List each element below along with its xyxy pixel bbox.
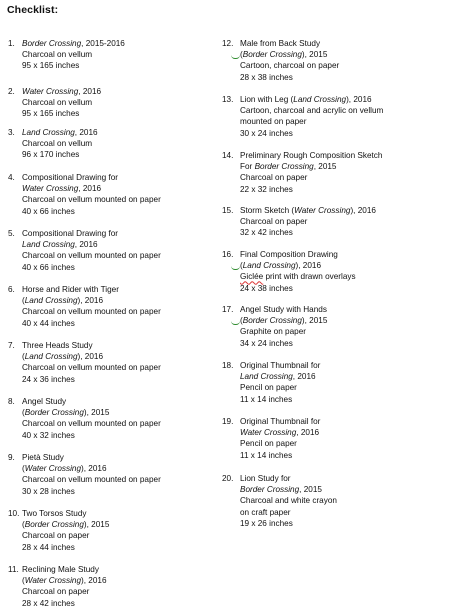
item-number: 7. — [8, 341, 15, 350]
item-line — [22, 38, 220, 49]
item-number: 6. — [8, 285, 15, 294]
item-number: 4. — [8, 173, 15, 182]
item-text: print with drawn overlays — [263, 272, 356, 282]
item-body — [240, 249, 458, 294]
item-line — [22, 575, 220, 586]
item-line — [240, 507, 458, 518]
checklist-item — [8, 228, 220, 273]
item-body — [22, 284, 220, 329]
item-text: Giclée — [240, 272, 264, 282]
checklist-item — [222, 94, 458, 139]
item-number: 18. — [222, 361, 234, 370]
item-text: Male from Back Study — [240, 39, 321, 48]
item-text: mounted on paper — [240, 117, 307, 127]
item-body — [240, 304, 458, 349]
checklist-item — [8, 38, 220, 72]
item-line — [240, 128, 458, 139]
item-text: ( — [22, 520, 25, 530]
item-line — [22, 138, 220, 149]
item-line — [240, 427, 458, 438]
item-number: 16. — [222, 250, 234, 259]
item-number: 10. — [8, 509, 20, 518]
item-text: Angel Study with Hands — [240, 305, 327, 314]
item-text: Preliminary Rough Composition Sketch — [240, 151, 383, 160]
item-body — [22, 396, 220, 441]
item-line — [22, 418, 220, 429]
checklist-item — [222, 416, 458, 461]
item-line — [240, 116, 458, 127]
item-text: , 2016 — [78, 87, 102, 96]
item-line — [22, 340, 220, 351]
item-line — [240, 438, 458, 449]
item-text: Original Thumbnail for — [240, 417, 321, 426]
item-text: Reclining Male Study — [22, 565, 99, 574]
item-line — [22, 127, 220, 138]
item-text: Charcoal on vellum mounted on paper — [22, 195, 161, 205]
item-line — [22, 239, 220, 250]
item-text: ), 2016 — [81, 576, 107, 586]
item-text: Final Composition Drawing — [240, 250, 338, 259]
item-body — [240, 205, 458, 239]
checklist-item — [222, 304, 458, 349]
item-text: 22 x 32 inches — [240, 184, 293, 194]
item-body — [22, 452, 220, 497]
checklist-item — [8, 452, 220, 497]
item-number: 5. — [8, 229, 15, 238]
item-line — [22, 306, 220, 317]
item-text: Charcoal on vellum — [22, 98, 93, 108]
item-text: Charcoal on vellum mounted on paper — [22, 363, 161, 373]
artwork-title: Land Crossing — [293, 95, 347, 104]
item-text: ), 2016 — [81, 464, 107, 474]
item-body — [22, 340, 220, 385]
item-text: on craft paper — [240, 507, 291, 517]
item-line — [22, 564, 220, 575]
item-line — [240, 495, 458, 506]
item-text: 95 x 165 inches — [22, 61, 80, 71]
artwork-title: Land Crossing — [24, 352, 78, 362]
item-number: 9. — [8, 453, 15, 462]
item-line — [22, 49, 220, 60]
item-line — [240, 315, 458, 326]
item-body — [240, 38, 458, 83]
item-text: Horse and Rider with Tiger — [22, 285, 119, 294]
item-line — [240, 105, 458, 116]
item-number: 2. — [8, 87, 15, 96]
item-body — [240, 150, 458, 195]
item-line — [22, 351, 220, 362]
item-line — [240, 416, 458, 427]
item-line — [22, 430, 220, 441]
item-text: Charcoal on vellum mounted on paper — [22, 251, 161, 261]
item-text: , 2016 — [74, 128, 98, 137]
item-line — [240, 49, 458, 60]
item-text: Charcoal on vellum mounted on paper — [22, 419, 161, 429]
page-title: Checklist: — [7, 4, 59, 16]
item-body — [240, 94, 458, 139]
item-text: 28 x 42 inches — [22, 598, 75, 608]
item-body — [22, 228, 220, 273]
item-line — [240, 304, 458, 315]
item-text: 40 x 66 inches — [22, 206, 75, 216]
item-text: Lion with Leg ( — [240, 95, 294, 104]
item-line — [240, 450, 458, 461]
item-text: , 2015 — [299, 485, 322, 495]
item-line — [240, 382, 458, 393]
item-line — [22, 452, 220, 463]
item-text: For — [240, 162, 255, 172]
item-line — [240, 216, 458, 227]
item-text: ), 2015 — [83, 520, 110, 530]
item-line — [22, 60, 220, 71]
checklist-item — [8, 86, 220, 120]
item-text: ), 2015 — [83, 408, 110, 418]
item-line — [240, 394, 458, 405]
item-text: ), 2016 — [295, 261, 322, 271]
item-body — [22, 38, 220, 72]
artwork-title: Water Crossing — [22, 87, 79, 96]
item-text: , 2016 — [74, 240, 98, 250]
item-text: 40 x 32 inches — [22, 430, 75, 440]
item-line — [240, 518, 458, 529]
item-text: 30 x 24 inches — [240, 128, 293, 138]
item-text: 11 x 14 inches — [240, 450, 293, 460]
item-text: ( — [240, 261, 243, 271]
item-line — [22, 97, 220, 108]
item-line — [22, 228, 220, 239]
item-text: ( — [22, 296, 25, 306]
item-line — [240, 260, 458, 271]
item-text: Pencil on paper — [240, 383, 297, 393]
item-text: Two Torsos Study — [22, 509, 87, 518]
item-line — [22, 149, 220, 160]
item-text: ( — [240, 316, 243, 326]
item-text: Charcoal on vellum — [22, 50, 93, 60]
item-number: 15. — [222, 206, 234, 215]
item-number: 11. — [8, 565, 19, 574]
checklist-item — [222, 360, 458, 405]
item-text: Angel Study — [22, 397, 67, 406]
item-number: 1. — [8, 39, 15, 48]
artwork-title: Land Crossing — [24, 296, 78, 306]
item-text: 96 x 170 inches — [22, 150, 80, 160]
item-text: ( — [240, 50, 243, 60]
item-line — [22, 463, 220, 474]
item-number: 13. — [222, 95, 234, 104]
checklist-item — [8, 340, 220, 385]
artwork-title: Land Crossing — [240, 372, 293, 382]
checklist-item — [222, 150, 458, 195]
artwork-title: Border Crossing — [254, 162, 314, 172]
artwork-title: Water Crossing — [24, 464, 82, 474]
item-text: 34 x 24 inches — [240, 338, 293, 348]
item-line — [240, 72, 458, 83]
artwork-title: Border Crossing — [24, 408, 84, 418]
artwork-title: Land Crossing — [22, 240, 75, 250]
item-line — [240, 271, 458, 282]
item-text: ), 2016 — [77, 352, 104, 362]
item-body — [22, 508, 220, 553]
item-line — [22, 542, 220, 553]
item-line — [240, 60, 458, 71]
artwork-title: Border Crossing — [24, 520, 84, 530]
item-text: Storm Sketch ( — [240, 206, 295, 215]
item-line — [22, 396, 220, 407]
item-text: 40 x 66 inches — [22, 262, 75, 272]
item-text: 95 x 165 inches — [22, 109, 80, 119]
item-line — [22, 318, 220, 329]
item-number: 20. — [222, 474, 234, 483]
item-text: ), 2015 — [301, 316, 328, 326]
item-text: ( — [22, 408, 25, 418]
item-text: 19 x 26 inches — [240, 518, 293, 528]
item-line — [22, 284, 220, 295]
item-line — [22, 194, 220, 205]
checklist-item — [222, 473, 458, 529]
checklist-item — [8, 396, 220, 441]
item-line — [22, 586, 220, 597]
checklist-item — [222, 249, 458, 294]
item-text: , 2016 — [78, 184, 102, 194]
item-text: , 2016 — [296, 428, 320, 438]
item-text: Charcoal on paper — [240, 173, 308, 183]
checklist-item — [8, 284, 220, 329]
item-line — [240, 184, 458, 195]
item-text: Charcoal and white crayon — [240, 496, 337, 506]
item-line — [22, 508, 220, 519]
item-text: Charcoal on paper — [22, 531, 90, 541]
item-text: , 2015-2016 — [81, 39, 125, 48]
item-line — [240, 94, 458, 105]
item-line — [240, 172, 458, 183]
item-line — [240, 283, 458, 294]
checklist-item — [8, 508, 220, 553]
item-line — [22, 250, 220, 261]
item-text: Charcoal on vellum — [22, 139, 93, 149]
item-body — [22, 86, 220, 120]
item-text: Graphite on paper — [240, 327, 306, 337]
item-line — [240, 161, 458, 172]
item-text: , 2015 — [313, 162, 337, 172]
item-text: 30 x 28 inches — [22, 486, 75, 496]
item-text: 40 x 44 inches — [22, 318, 75, 328]
artwork-title: Land Crossing — [242, 261, 296, 271]
item-text: 28 x 44 inches — [22, 542, 75, 552]
item-text: Charcoal on vellum mounted on paper — [22, 307, 161, 317]
item-text: Lion Study for — [240, 474, 291, 483]
item-line — [22, 598, 220, 609]
item-text: Charcoal on paper — [22, 587, 90, 597]
item-text: 32 x 42 inches — [240, 228, 293, 238]
item-line — [240, 371, 458, 382]
item-line — [240, 38, 458, 49]
checklist-item — [222, 38, 458, 83]
item-text: Pietà Study — [22, 453, 64, 462]
artwork-title: Border Crossing — [240, 485, 300, 495]
item-line — [22, 108, 220, 119]
artwork-title: Land Crossing — [22, 128, 75, 137]
item-text: Compositional Drawing for — [22, 173, 119, 182]
item-text: ( — [22, 464, 25, 474]
item-text: 28 x 38 inches — [240, 72, 293, 82]
item-line — [22, 407, 220, 418]
item-line — [22, 374, 220, 385]
artwork-title: Water Crossing — [24, 576, 82, 586]
item-text: Charcoal on vellum mounted on paper — [22, 475, 161, 485]
item-text: Original Thumbnail for — [240, 361, 321, 370]
item-body — [240, 473, 458, 529]
item-text: Three Heads Study — [22, 341, 93, 350]
item-line — [22, 486, 220, 497]
item-line — [22, 474, 220, 485]
item-text: 24 x 38 inches — [240, 283, 293, 293]
item-line — [240, 360, 458, 371]
item-line — [22, 295, 220, 306]
item-line — [240, 205, 458, 216]
item-number: 3. — [8, 128, 15, 137]
item-text: Pencil on paper — [240, 439, 297, 449]
item-line — [240, 484, 458, 495]
item-line — [22, 183, 220, 194]
item-line — [22, 172, 220, 183]
artwork-title: Water Crossing — [294, 206, 351, 215]
item-text: 24 x 36 inches — [22, 374, 75, 384]
item-text: ( — [22, 352, 25, 362]
item-text: 11 x 14 inches — [240, 394, 293, 404]
item-number: 17. — [222, 305, 234, 314]
item-line — [22, 362, 220, 373]
item-body — [22, 564, 220, 609]
item-text: , 2016 — [292, 372, 316, 382]
item-body — [22, 172, 220, 217]
checklist-item — [8, 172, 220, 217]
item-body — [22, 127, 220, 161]
item-text: ), 2016 — [77, 296, 104, 306]
item-text: ), 2015 — [301, 50, 328, 60]
item-number: 12. — [222, 39, 234, 48]
item-number: 14. — [222, 151, 234, 160]
item-text: Compositional Drawing for — [22, 229, 119, 238]
artwork-title: Water Crossing — [240, 428, 297, 438]
item-number: 19. — [222, 417, 234, 426]
item-line — [22, 519, 220, 530]
item-line — [22, 206, 220, 217]
item-line — [22, 262, 220, 273]
item-line — [240, 326, 458, 337]
item-text: Cartoon, charcoal and acrylic on vellum — [240, 106, 384, 116]
checklist-item — [222, 205, 458, 239]
artwork-title: Border Crossing — [242, 50, 302, 60]
item-line — [240, 338, 458, 349]
artwork-title: Border Crossing — [22, 39, 82, 48]
item-line — [240, 227, 458, 238]
item-line — [22, 86, 220, 97]
item-text: Charcoal on paper — [240, 217, 308, 227]
item-number: 8. — [8, 397, 15, 406]
checklist-item — [8, 564, 220, 609]
item-text: ), 2016 — [346, 95, 372, 104]
item-text: Cartoon, charcoal on paper — [240, 61, 340, 71]
item-line — [240, 473, 458, 484]
item-text: ( — [22, 576, 25, 586]
item-body — [240, 360, 458, 405]
artwork-title: Border Crossing — [242, 316, 302, 326]
item-line — [240, 150, 458, 161]
item-line — [22, 530, 220, 541]
item-text: ), 2016 — [350, 206, 376, 215]
item-line — [240, 249, 458, 260]
artwork-title: Water Crossing — [22, 184, 79, 194]
item-body — [240, 416, 458, 461]
checklist-item — [8, 127, 220, 161]
